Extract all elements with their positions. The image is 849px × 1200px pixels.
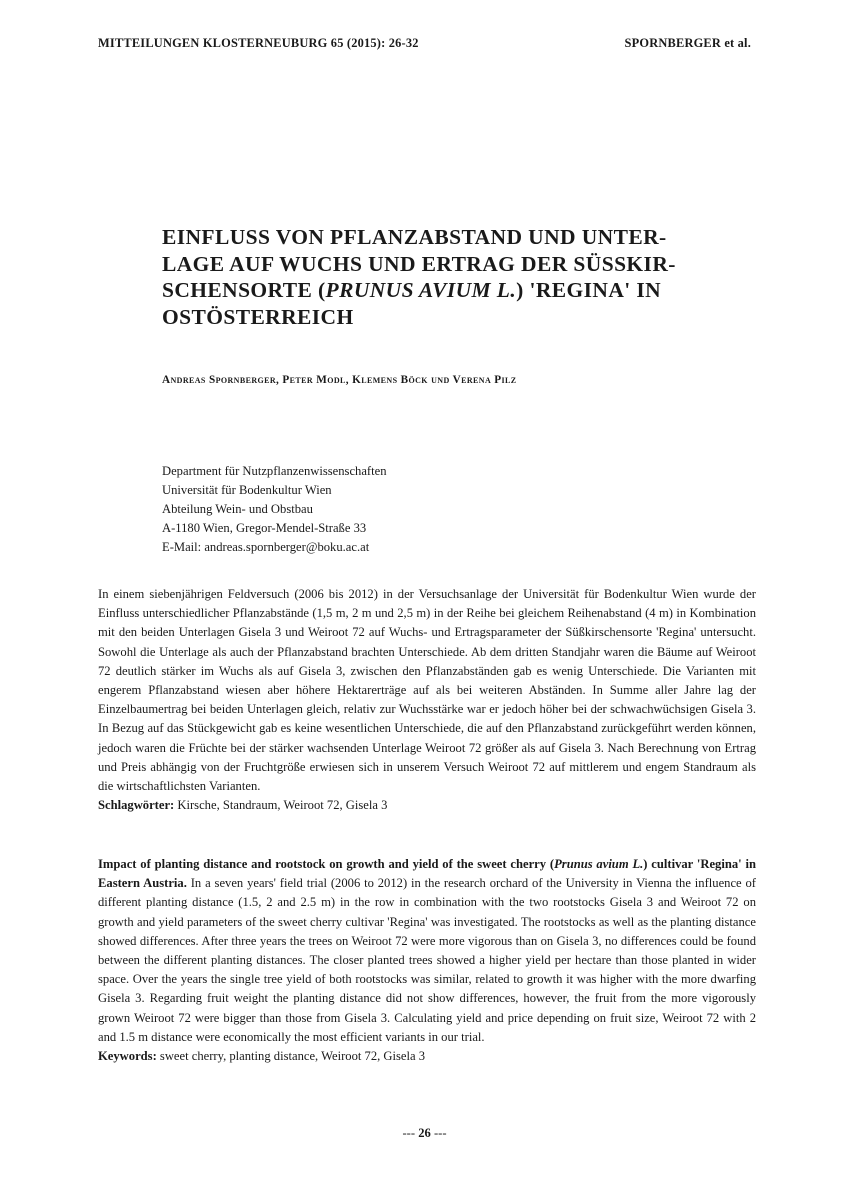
page-number-dash-right: --- [433,1126,447,1140]
keywords-english-values: sweet cherry, planting distance, Weiroot 72, Gisela 3 [156,1049,426,1064]
title-line-3-post: ) 'REGINA' IN [516,278,662,302]
page-number-dash-left: --- [402,1126,416,1140]
page-number-value: 26 [418,1126,431,1140]
keywords-english-label: Keywords: [98,1049,157,1064]
affiliation-department: Department für Nutzpflanzenwissenschaften [162,464,387,478]
abstract-german [98,585,756,815]
affiliation-university: Universität für Bodenkultur Wien [162,483,332,497]
title-species-italic: PRUNUS AVIUM L. [325,278,517,302]
abstract-english-text: In a seven years' field trial (2006 to 2012) in the research orchard of the University in Vienna the influence of different planting distance (1.5, 2 and 2.5 m) in the row in combination with the two rootstocks Gisela 3 and Weiroot 72 on growth and yield parameters of the sweet cherry cultivar 'Regina' was investigated. The rootstocks as well as the planting distance showed differences. After three years the trees on Weiroot 72 were more vigorous than on Gisela 3, no differences could be found between the different planting distances. The closer planted trees showed a higher yield per hectare than those planted in wider space. Over the years the single tree yield of both rootstocks was similar, related to growth it was higher with the more dwarfing Gisela 3. Regarding fruit weight the planting distance did not show differences, however, the fruit from the more vigorously grown Weiroot 72 were bigger than those from Gisela 3. Calculating yield and price depending on fruit size, Weiroot 72 with 2 and 1.5 m distance were economically the most efficient variants in our trial. [98,876,756,1044]
title-line-3-pre: SCHENSORTE ( [162,278,326,302]
abstract-german-text: In einem siebenjährigen Feldversuch (2006 bis 2012) in der Versuchsanlage der Universität für Bodenkultur Wien wurde der Einfluss unterschiedlicher Pflanzabstände (1,5 m, 2 m und 2,5 m) in der Reihe bei gleichem Reihenabstand (4 m) in Kombination mit den beiden Unterlagen Gisela 3 und Weiroot 72 auf Wuchs- und Ertragsparameter der Süßkirschensorte 'Regina' untersucht. Sowohl die Unterlage als auch der Pflanzabstand brachten Unterschiede. Ab dem dritten Standjahr waren die Bäume auf Weiroot 72 deutlich stärker im Wuchs als auf Gisela 3, zwischen den Pflanzabständen gab es wenig Unterschiede. Die Varianten mit engerem Pflanzabstand wiesen aber höhere Hektarerträge auf als bei weiteren Abständen. In Summe aller Jahre lag der Einzelbaumertrag bei beiden Unterlagen gleich, relativ zur Wuchsstärke war er jedoch höher bei der schwachwüchsigen Gisela 3. In Bezug auf das Stückgewicht gab es keine wesentlichen Unterschiede, die auf den Pflanzabstand zurückgeführt werden können, jedoch waren die Früchte bei der stärker wachsenden Unterlage Weiroot 72 größer als auf Gisela 3. Nach Berechnung von Ertrag und Preis abhängig von der Fruchtgröße erwiesen sich in unserem Versuch Weiroot 72 auf mittlerem und engem Standraum als die wirtschaftlichsten Varianten. [98,587,756,794]
running-head-journal: MITTEILUNGEN KLOSTERNEUBURG 65 (2015): 26-32 [98,36,419,50]
title-line-4: OSTÖSTERREICH [162,304,354,329]
affiliation-address: A-1180 Wien, Gregor-Mendel-Straße 33 [162,521,367,535]
running-head-authors: SPORNBERGER et al. [624,36,751,50]
keywords-german [98,796,756,815]
author-list: Andreas Spornberger, Peter Modl, Klemens Böck und Verena Pilz [162,374,517,386]
keywords-german-label: Schlagwörter: [98,798,175,813]
abstract-english-title-species: Prunus avium L. [554,857,644,871]
abstract-english-title-post: ) cultivar 'Regina' in Eastern Austria. [98,857,756,891]
affiliation-division: Abteilung Wein- und Obstbau [162,502,313,516]
abstract-english-title-pre: Impact of planting distance and rootstock on growth and yield of the sweet cherry ( [98,857,555,871]
title-line-3 [162,277,782,304]
abstract-english [98,855,756,1066]
affiliation-email: E-Mail: andreas.spornberger@boku.ac.at [162,540,370,554]
keywords-english [98,1047,756,1066]
title-line-2: LAGE AUF WUCHS UND ERTRAG DER SÜSSKIR- [162,251,676,276]
affiliation-block [162,462,662,557]
page-number [0,1126,849,1141]
title-line-1: EINFLUSS VON PFLANZABSTAND UND UNTER- [162,225,667,249]
keywords-german-values: Kirsche, Standraum, Weiroot 72, Gisela 3 [174,798,388,813]
article-title [162,224,782,330]
